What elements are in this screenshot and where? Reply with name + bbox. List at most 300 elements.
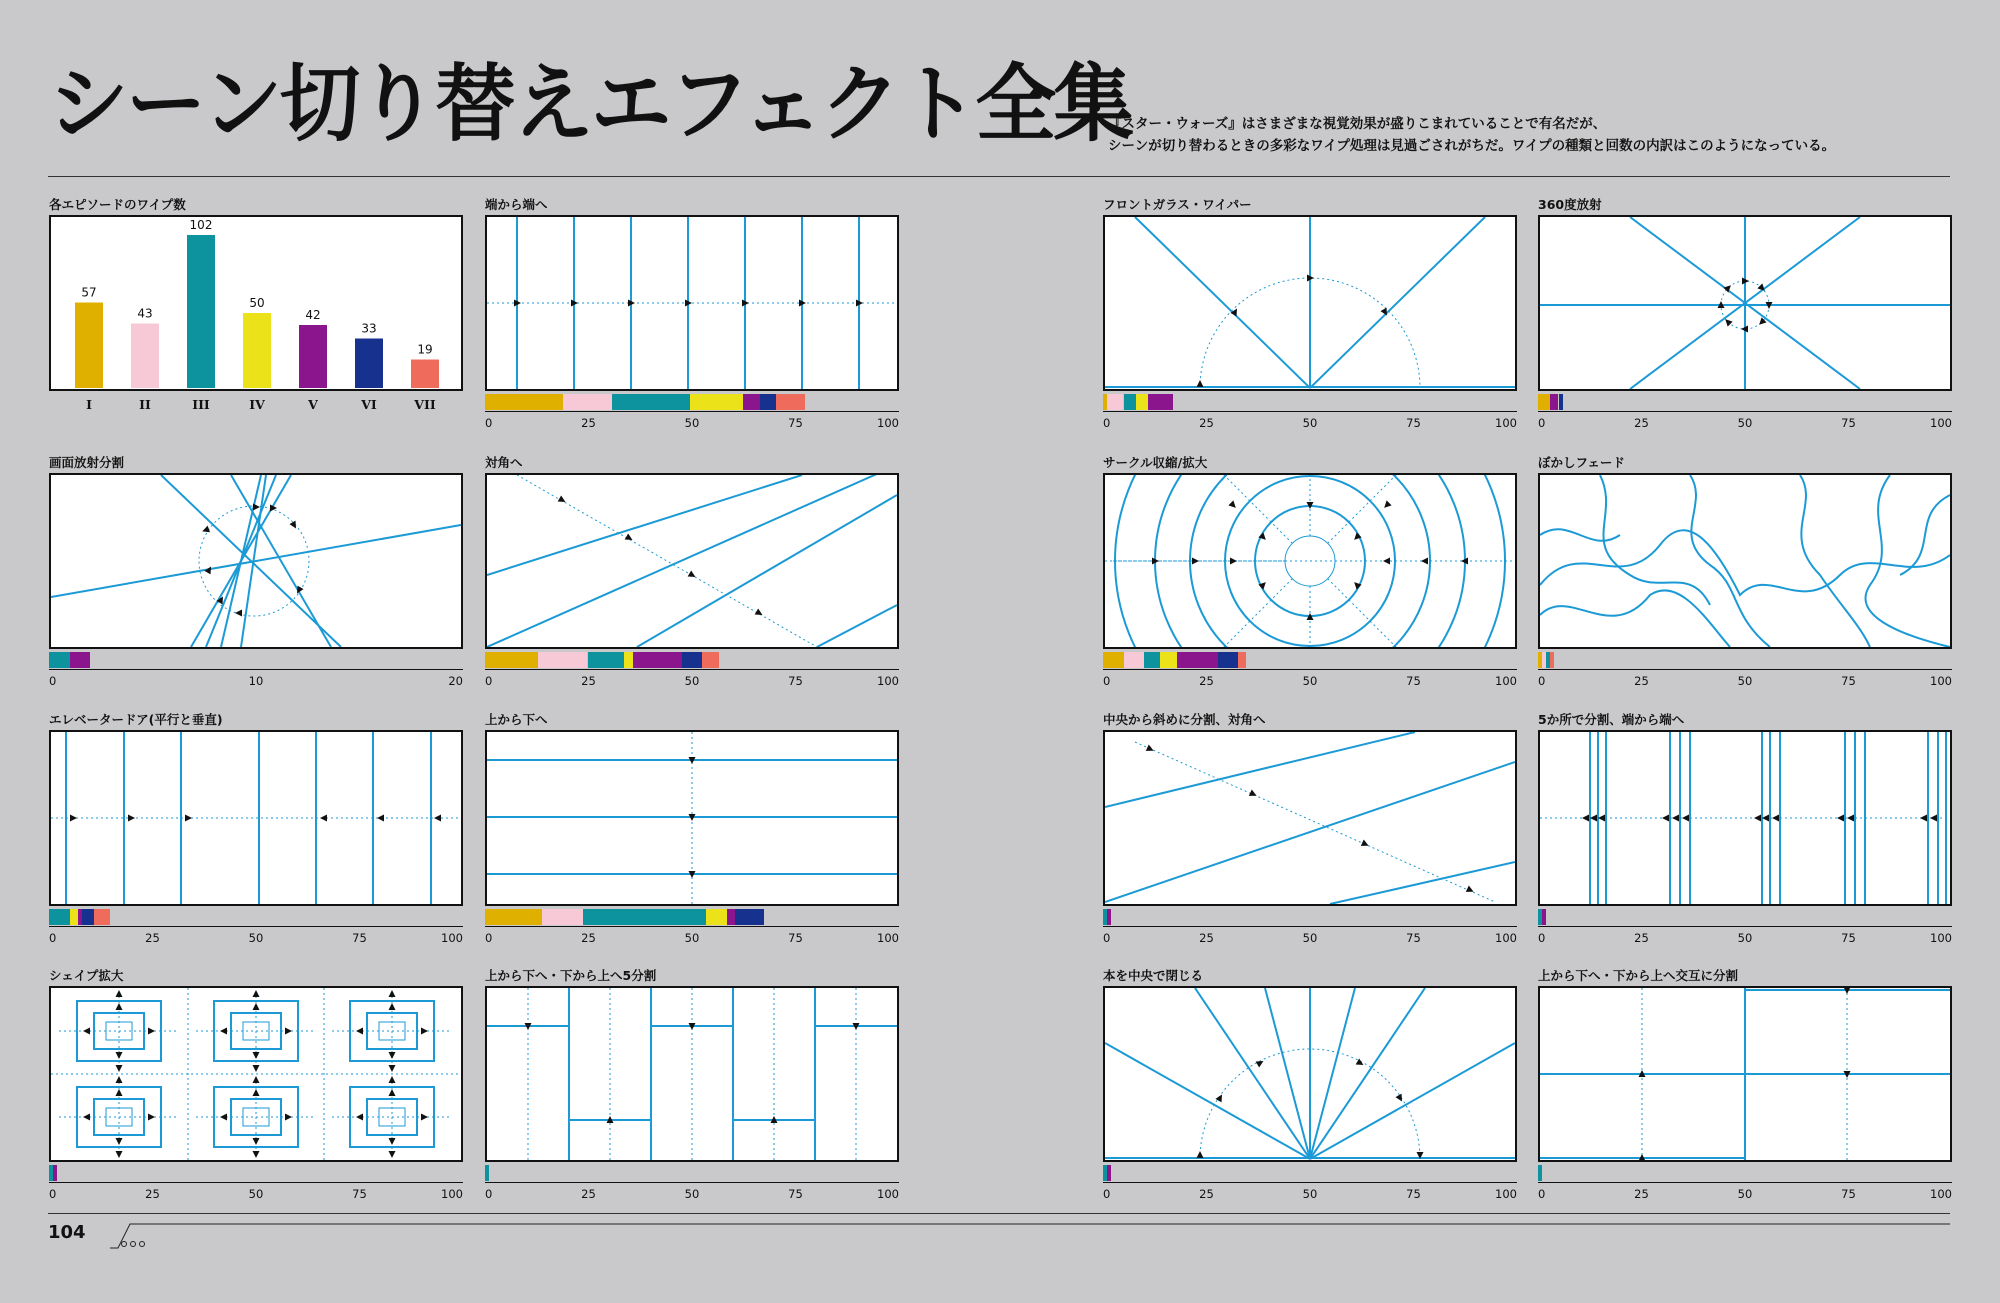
axis-tick-label: 0 [485, 1187, 493, 1201]
episode-count-segment [776, 394, 805, 410]
arrow-icon [389, 1065, 396, 1072]
axis-tick-label: 100 [1495, 674, 1517, 688]
arrow-icon [253, 1003, 260, 1010]
axis-tick-label: 25 [1199, 416, 1214, 430]
panel-title: サークル収縮/拡大 [1103, 455, 1208, 470]
episode-count-segment [743, 394, 759, 410]
wipe-diagram-p9 [485, 730, 899, 906]
bar-value-label: 33 [361, 321, 377, 336]
axis-tick-label: 25 [145, 931, 160, 945]
bar-I [75, 303, 103, 389]
arrow-icon [116, 990, 123, 997]
panel-title: 5か所で分割、端から端へ [1538, 712, 1685, 727]
panel-title: 上から下へ・下から上へ5分割 [485, 968, 657, 983]
axis-tick-label: 75 [352, 1187, 367, 1201]
wipe-diagram-svg [1540, 475, 1950, 647]
wipe-line [487, 475, 897, 647]
arrow-icon [1230, 558, 1237, 565]
arrow-icon [1249, 790, 1258, 799]
wipe-diagram-p5 [485, 473, 899, 649]
axis-tick-label: 0 [49, 931, 57, 945]
wipe-line [161, 475, 341, 647]
episode-count-segment [49, 909, 70, 925]
wipe-blur-edge [1900, 495, 1950, 575]
axis-tick-label: 25 [1634, 416, 1649, 430]
axis-tick-label: 75 [1841, 1187, 1856, 1201]
axis-tick-label: 100 [877, 416, 899, 430]
page-number: 104 [48, 1222, 86, 1243]
wipe-line [1135, 217, 1310, 388]
episode-count-bar [49, 909, 459, 925]
wipe-diagram-p7 [1538, 473, 1952, 649]
count-axis [1538, 926, 1952, 946]
episode-count-segment [485, 1165, 489, 1181]
wipe-diagram-svg [487, 988, 897, 1160]
episode-count-segment [1538, 1165, 1542, 1181]
axis-tick-label: 25 [581, 931, 596, 945]
bar-category-label: II [139, 397, 151, 412]
wipe-diagram-svg [487, 217, 897, 389]
episode-count-segment [760, 394, 776, 410]
arrow-icon [201, 526, 210, 535]
axis-tick-label: 75 [1406, 931, 1421, 945]
arrow-icon [253, 1065, 260, 1072]
panel-title: エレベータードア(平行と垂直) [49, 712, 223, 727]
count-axis [1538, 1182, 1952, 1202]
count-axis [49, 926, 463, 946]
episode-count-bar [485, 652, 895, 668]
wipe-line [1330, 862, 1515, 904]
axis-tick-label: 75 [1841, 416, 1856, 430]
episode-count-segment [727, 909, 735, 925]
axis-tick-label: 100 [441, 931, 463, 945]
arrow-icon [116, 1003, 123, 1010]
axis-line [485, 926, 899, 927]
arrow-icon [128, 815, 135, 822]
arrow-icon [1361, 840, 1370, 849]
wipe-diagram-p4 [49, 473, 463, 649]
axis-tick-label: 25 [1634, 931, 1649, 945]
episode-count-segment [1107, 394, 1123, 410]
episode-count-segment [583, 909, 706, 925]
episode-count-segment [690, 394, 743, 410]
arrow-icon [1662, 815, 1669, 822]
axis-tick-label: 0 [1538, 1187, 1546, 1201]
arrow-icon [1466, 886, 1475, 895]
arrow-icon [148, 1028, 155, 1035]
episode-count-bar [1538, 1165, 1948, 1181]
axis-tick-label: 50 [684, 931, 700, 945]
bar-value-label: 57 [81, 285, 97, 300]
wipe-diagram-svg [487, 475, 897, 647]
arrow-icon [389, 1151, 396, 1158]
wipe-line [637, 495, 897, 647]
axis-tick-label: 50 [1737, 931, 1753, 945]
episode-count-bar [49, 652, 459, 668]
arrow-icon [1723, 283, 1733, 293]
arrow-icon [116, 1138, 123, 1145]
axis-line [49, 926, 463, 927]
axis-tick-label: 50 [1737, 674, 1753, 688]
axis-tick-label: 100 [1495, 416, 1517, 430]
episode-count-segment [1144, 652, 1160, 668]
arrow-icon [1382, 500, 1392, 510]
bar-II [131, 324, 159, 389]
episode-count-bar [1538, 652, 1948, 668]
wipe-blur-edge [1690, 475, 1770, 647]
episode-count-segment [706, 909, 727, 925]
arrow-icon [253, 504, 260, 511]
axis-tick-label: 25 [581, 416, 596, 430]
wipe-diagram-svg [1540, 732, 1950, 904]
axis-tick-label: 50 [684, 1187, 700, 1201]
episode-count-segment [1107, 1165, 1111, 1181]
axis-tick-label: 0 [1538, 416, 1546, 430]
arrow-icon [253, 1089, 260, 1096]
arrow-icon [285, 1028, 292, 1035]
axis-tick-label: 25 [1199, 1187, 1214, 1201]
episode-count-bar [49, 1165, 459, 1181]
axis-tick-label: 75 [1406, 1187, 1421, 1201]
episode-count-segment [588, 652, 625, 668]
wipe-diagram-svg [487, 732, 897, 904]
axis-tick-label: 100 [441, 1187, 463, 1201]
wipe-blur-edge [1540, 529, 1620, 541]
panel-title: 360度放射 [1538, 197, 1602, 212]
wipe-blur-edge [1600, 475, 1710, 605]
arrow-icon [235, 610, 242, 617]
episode-count-segment [624, 652, 632, 668]
bottom-rule [48, 1213, 1950, 1214]
axis-tick-label: 25 [1634, 674, 1649, 688]
axis-tick-label: 100 [877, 674, 899, 688]
arrow-icon [83, 1114, 90, 1121]
arrow-icon [285, 1114, 292, 1121]
axis-line [1538, 926, 1952, 927]
axis-tick-label: 0 [49, 674, 57, 688]
episode-count-segment [1103, 652, 1124, 668]
arrow-icon [755, 608, 765, 618]
axis-tick-label: 75 [1841, 931, 1856, 945]
panel-title: ぼかしフェード [1538, 455, 1625, 470]
episode-count-segment [70, 909, 78, 925]
axis-tick-label: 100 [877, 1187, 899, 1201]
axis-line [1538, 1182, 1952, 1183]
episode-count-segment [1550, 394, 1558, 410]
arrow-icon [558, 495, 568, 505]
arrow-icon [1920, 815, 1927, 822]
bar-value-label: 102 [189, 218, 213, 232]
episode-count-segment [702, 652, 718, 668]
arrow-icon [185, 815, 192, 822]
axis-tick-label: 75 [1406, 674, 1421, 688]
count-axis [485, 1182, 899, 1202]
wipe-diagram-svg [1105, 988, 1515, 1160]
wipe-diagram-p1 [485, 215, 899, 391]
axis-line [1103, 411, 1517, 412]
axis-line [1538, 669, 1952, 670]
episode-count-segment [1177, 652, 1218, 668]
episode-count-bar [1538, 394, 1948, 410]
episode-count-segment [1148, 394, 1173, 410]
count-axis [49, 669, 463, 689]
count-axis [485, 669, 899, 689]
arrow-icon [253, 1151, 260, 1158]
arrow-icon [116, 1151, 123, 1158]
arrow-icon [1383, 558, 1390, 565]
arrow-icon [83, 1028, 90, 1035]
episode-count-segment [1107, 909, 1111, 925]
axis-tick-label: 100 [1930, 416, 1952, 430]
axis-tick-label: 25 [1199, 674, 1214, 688]
axis-line [1103, 1182, 1517, 1183]
count-axis [49, 1182, 463, 1202]
arrow-icon [1682, 815, 1689, 822]
intro-line-2: シーンが切り替わるときの多彩なワイプ処理は見過ごされがちだ。ワイプの種類と回数の内訳はこのようになっている。 [1108, 138, 1836, 154]
arrow-icon [356, 1114, 363, 1121]
axis-tick-label: 0 [1103, 1187, 1111, 1201]
episode-count-bar [1103, 652, 1513, 668]
wipe-diagram-svg [1540, 217, 1950, 389]
episode-count-segment [1160, 652, 1176, 668]
axis-tick-label: 0 [1103, 674, 1111, 688]
axis-tick-label: 75 [352, 931, 367, 945]
arrow-icon [688, 570, 698, 580]
episode-count-segment [1124, 652, 1145, 668]
axis-tick-label: 0 [1538, 674, 1546, 688]
wipe-line [1310, 217, 1485, 388]
arrow-icon [116, 1089, 123, 1096]
arrow-icon [1421, 558, 1428, 565]
count-axis [485, 926, 899, 946]
axis-tick-label: 0 [485, 931, 493, 945]
bar-category-label: III [192, 397, 210, 412]
top-rule [48, 176, 1950, 177]
arrow-icon [1672, 815, 1679, 822]
bar-V [299, 325, 327, 388]
bar-value-label: 19 [417, 342, 433, 357]
episode-count-segment [735, 909, 764, 925]
page-title: シーン切り替えエフェクト全集 [48, 55, 1131, 153]
arrow-icon [220, 1028, 227, 1035]
axis-tick-label: 10 [248, 674, 264, 688]
wipe-blur-edge [1540, 590, 1730, 647]
wipe-line [231, 475, 331, 647]
episode-count-segment [49, 652, 70, 668]
panel-title: 画面放射分割 [49, 455, 125, 470]
episode-count-bar [1103, 909, 1513, 925]
bar-IV [243, 313, 271, 388]
arrow-icon [70, 815, 77, 822]
wipe-diagram-svg [1540, 988, 1950, 1160]
episode-count-bar [1103, 394, 1513, 410]
arrow-icon [389, 1003, 396, 1010]
count-axis [1538, 411, 1952, 431]
count-axis [485, 411, 899, 431]
count-axis [1538, 669, 1952, 689]
wipe-blur-edge [1800, 475, 1870, 647]
episode-count-segment [633, 652, 682, 668]
bar-category-label: V [308, 397, 318, 412]
axis-tick-label: 50 [1302, 416, 1318, 430]
axis-line [1103, 669, 1517, 670]
wipe-diagram-p6 [1103, 473, 1517, 649]
axis-tick-label: 75 [788, 931, 803, 945]
wipe-line [1310, 988, 1425, 1159]
episode-count-segment [485, 394, 563, 410]
episode-count-bar [1538, 909, 1948, 925]
arrow-icon [1772, 815, 1779, 822]
axis-tick-label: 100 [1930, 1187, 1952, 1201]
panel-title: シェイプ拡大 [49, 968, 124, 983]
panel-title: 対角へ [485, 455, 523, 470]
intro-line-1: 『スター・ウォーズ』はさまざまな視覚効果が盛りこまれていることで有名だが、 [1108, 116, 1607, 132]
episode-count-segment [485, 909, 542, 925]
axis-tick-label: 50 [1737, 416, 1753, 430]
axis-tick-label: 0 [1538, 931, 1546, 945]
arrow-icon [116, 1052, 123, 1059]
arrow-icon [116, 1076, 123, 1083]
count-axis [1103, 669, 1517, 689]
wipe-line [1310, 988, 1355, 1159]
arrow-icon [320, 815, 327, 822]
axis-tick-label: 20 [448, 674, 463, 688]
wipe-line [1310, 1043, 1515, 1159]
axis-tick-label: 50 [248, 931, 264, 945]
panel-title: フロントガラス・ワイパー [1103, 197, 1252, 212]
arrow-icon [1192, 558, 1199, 565]
bar-value-label: 43 [137, 306, 153, 321]
arrow-icon [1930, 815, 1937, 822]
episode-count-segment [1559, 394, 1563, 410]
arrow-icon [421, 1114, 428, 1121]
episode-count-bar [485, 909, 895, 925]
wipe-diagram-svg [1105, 475, 1515, 647]
count-axis [1103, 1182, 1517, 1202]
bar-value-label: 42 [305, 308, 321, 322]
wipe-diagram-p15 [1538, 986, 1952, 1162]
axis-tick-label: 25 [1199, 931, 1214, 945]
episode-count-bar [485, 1165, 895, 1181]
wipe-diagram-svg [51, 988, 461, 1160]
axis-tick-label: 50 [684, 674, 700, 688]
panel-title: 本を中央で閉じる [1103, 968, 1204, 983]
axis-tick-label: 25 [581, 674, 596, 688]
wipe-diagram-p12 [49, 986, 463, 1162]
axis-tick-label: 50 [1302, 674, 1318, 688]
axis-tick-label: 0 [485, 674, 493, 688]
page-ornament [110, 1218, 1970, 1252]
intro-text [1108, 113, 1988, 157]
episode-count-segment [538, 652, 587, 668]
arrow-icon [220, 1114, 227, 1121]
wipe-line [1105, 762, 1515, 902]
arrow-icon [1847, 815, 1854, 822]
episode-count-segment [1238, 652, 1246, 668]
arrow-icon [1590, 815, 1597, 822]
arrow-icon [1582, 815, 1589, 822]
episode-count-segment [1550, 652, 1554, 668]
axis-line [1538, 411, 1952, 412]
arrow-icon [116, 1065, 123, 1072]
axis-tick-label: 0 [1103, 416, 1111, 430]
bar-category-label: VII [414, 397, 436, 412]
wipe-blur-edge [1865, 475, 1950, 647]
episode-count-segment [82, 909, 94, 925]
axis-tick-label: 50 [1302, 931, 1318, 945]
bar-category-label: VI [361, 397, 377, 412]
axis-tick-label: 75 [788, 1187, 803, 1201]
axis-line [49, 1182, 463, 1183]
arrow-icon [389, 1089, 396, 1096]
episode-count-segment [70, 652, 91, 668]
panel-title: 上から下へ・下から上へ交互に分割 [1538, 968, 1739, 983]
bar-III [187, 235, 215, 388]
axis-tick-label: 50 [248, 1187, 264, 1201]
axis-tick-label: 100 [1495, 931, 1517, 945]
wipe-diagram-svg [1105, 217, 1515, 389]
axis-tick-label: 75 [788, 416, 803, 430]
axis-tick-label: 75 [788, 674, 803, 688]
arrow-icon [289, 521, 299, 531]
axis-tick-label: 75 [1841, 674, 1856, 688]
wipe-diagram-p2 [1103, 215, 1517, 391]
arrow-icon [389, 990, 396, 997]
episode-count-bar [1103, 1165, 1513, 1181]
axis-tick-label: 25 [581, 1187, 596, 1201]
episode-count-segment [1124, 394, 1136, 410]
arrow-icon [1395, 1094, 1405, 1104]
axis-line [485, 1182, 899, 1183]
episode-count-bar [485, 394, 895, 410]
arrow-icon [1228, 500, 1238, 510]
arrow-icon [421, 1028, 428, 1035]
episode-count-segment [94, 909, 110, 925]
axis-tick-label: 50 [1302, 1187, 1318, 1201]
bar-VI [355, 339, 383, 389]
axis-tick-label: 0 [485, 416, 493, 430]
wipe-diagram-p8 [49, 730, 463, 906]
bar-value-label: 50 [249, 296, 265, 310]
wipe-line [1195, 988, 1310, 1159]
arrow-icon [1837, 815, 1844, 822]
bar-category-label: IV [249, 397, 265, 412]
arrow-icon [1598, 815, 1605, 822]
arrow-icon [1197, 1151, 1204, 1158]
episode-count-segment [1218, 652, 1239, 668]
episode-count-segment [1538, 394, 1550, 410]
wipe-line [817, 605, 897, 647]
arrow-icon [356, 1028, 363, 1035]
axis-line [1103, 926, 1517, 927]
episode-bar-chart [49, 215, 463, 391]
arrow-icon [389, 1138, 396, 1145]
count-axis [1103, 411, 1517, 431]
arrow-icon [148, 1114, 155, 1121]
wipe-line [1265, 988, 1310, 1159]
axis-tick-label: 0 [1103, 931, 1111, 945]
wipe-diagram-svg [51, 732, 461, 904]
arrow-icon [389, 1076, 396, 1083]
episode-count-segment [485, 652, 538, 668]
arrow-icon [1146, 745, 1155, 754]
episode-count-segment [682, 652, 703, 668]
arrow-icon [434, 815, 441, 822]
episode-count-segment [1136, 394, 1148, 410]
axis-tick-label: 50 [684, 416, 700, 430]
wipe-diagram-p11 [1538, 730, 1952, 906]
wipe-line [1105, 1043, 1310, 1159]
